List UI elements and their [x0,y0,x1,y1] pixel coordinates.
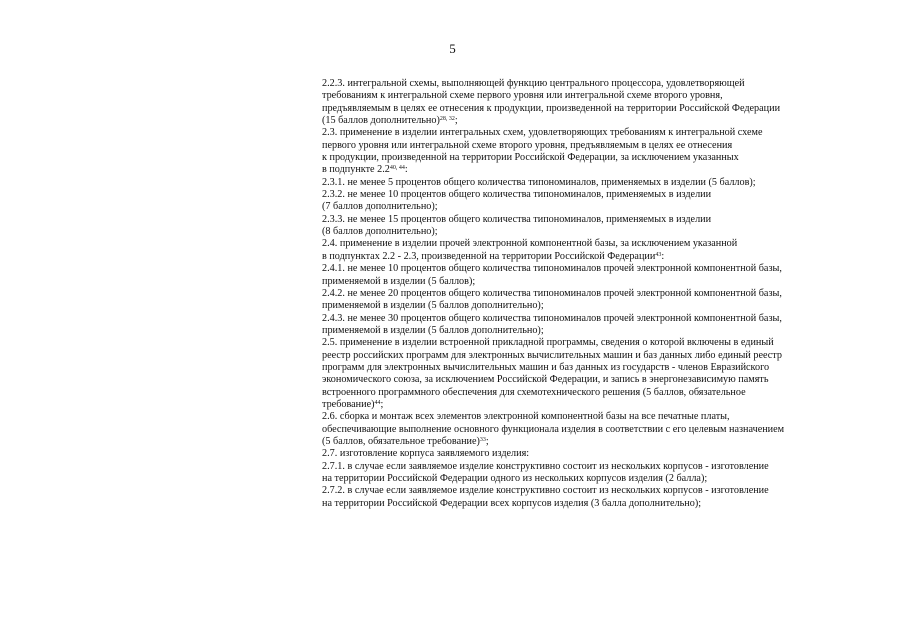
line-punctuation: ; [485,435,489,447]
line-text: 2.3.3. не менее 15 процентов общего количества типономиналов, применяемых в изделии [322,213,712,225]
text-line [322,300,867,312]
line-text: 2.4. применение в изделии прочей электронной компонентной базы, за исключением указанной [322,238,738,250]
line-text: требованиям к интегральной схеме первого уровня или интегральной схеме второго уровня, [322,90,723,102]
text-line [322,325,867,337]
text-line [322,177,867,189]
line-text: программ для электронных вычислительных машин и баз данных из государств - членов Евразийского [322,361,770,373]
line-text: 2.4.2. не менее 20 процентов общего количества типономиналов прочей электронной компонентной базы, [322,287,782,299]
line-text: 2.2.3. интегральной схемы, выполняющей функцию центрального процессора, удовлетворяющей [322,78,745,89]
line-text: 2.4.3. не менее 30 процентов общего количества типономиналов прочей электронной компонентной базы, [322,312,782,324]
line-text: первого уровня или интегральной схеме второго уровня, предъявляемым в целях ее отнесения [322,139,733,151]
line-text: реестр российских программ для электронных вычислительных машин и баз данных либо единый реестр [322,349,782,361]
text-line [322,288,867,300]
line-text: 2.7. изготовление корпуса заявляемого изделия: [322,448,530,460]
text-line [322,140,867,152]
text-line [322,127,867,139]
line-text: к продукции, произведенной на территории Российской Федерации, за исключением указанных [322,152,739,164]
line-text: 2.3. применение в изделии интегральных схем, удовлетворяющих требованиям к интегральной схеме [322,127,763,139]
text-line [322,152,867,164]
line-text: требование) [322,398,375,410]
text-line [322,399,867,411]
line-text: обеспечивающие выполнение основного функционала изделия в соответствии с его целевым назначением [322,423,785,435]
text-line [322,473,867,485]
text-line [322,214,867,226]
line-punctuation: ; [380,398,384,410]
line-text: применяемой в изделии (5 баллов); [322,275,476,287]
line-text: (7 баллов дополнительно); [322,201,438,213]
line-text: в подпунктах 2.2 - 2.3, произведенной на территории Российской Федерации [322,250,656,262]
text-line [322,263,867,275]
footnote-reference: 43 [655,251,662,258]
text-line [322,498,867,510]
line-text: встроенного программного обеспечения для схемотехнического решения (5 баллов, обязательное [322,386,746,398]
line-text: применяемой в изделии (5 баллов дополнительно); [322,324,544,336]
footnote-reference: 40, 44 [389,165,405,172]
text-line [322,276,867,288]
text-line [322,387,867,399]
text-line [322,115,867,127]
line-text: 2.7.1. в случае если заявляемое изделие конструктивно состоит из нескольких корпусов - изготовление [322,460,769,472]
line-punctuation: ; [454,115,458,127]
line-punctuation: : [404,164,408,176]
text-line [322,461,867,473]
line-text: на территории Российской Федерации одного из нескольких корпусов изделия (2 балла); [322,473,708,484]
line-text: 2.5. применение в изделии встроенной прикладной программы, сведения о которой включены в единый [322,337,774,349]
text-line [322,350,867,362]
text-line [322,424,867,436]
text-line [322,90,867,102]
footnote-reference: 28, 32 [439,116,455,123]
text-line [322,226,867,238]
text-line [322,337,867,349]
footnote-reference: 33 [479,436,486,443]
text-line [322,238,867,250]
line-text: 2.3.1. не менее 5 процентов общего количества типономиналов, применяемых в изделии (5 баллов); [322,176,756,188]
line-text: 2.6. сборка и монтаж всех элементов электронной компонентной базы на все печатные платы, [322,411,730,423]
line-text: предъявляемым в целях ее отнесения к продукции, произведенной на территории Российской Федерации [322,102,781,114]
line-punctuation: : [661,250,665,262]
text-line [322,313,867,325]
document-body [322,78,867,510]
text-line [322,189,867,201]
footnote-reference: 44 [374,399,381,406]
text-line [322,362,867,374]
text-line [322,448,867,460]
text-line [322,78,867,90]
page-number: 5 [449,41,456,56]
line-text: в подпункте 2.2 [322,164,390,176]
text-line [322,164,867,176]
text-line [322,103,867,115]
line-text: (15 баллов дополнительно) [322,115,440,127]
text-line [322,251,867,263]
line-text: 2.4.1. не менее 10 процентов общего количества типономиналов прочей электронной компонентной базы, [322,263,782,275]
text-line [322,485,867,497]
text-line [322,411,867,423]
line-text: на территории Российской Федерации всех корпусов изделия (3 балла дополнительно); [322,497,702,509]
text-line [322,374,867,386]
line-text: 2.3.2. не менее 10 процентов общего количества типономиналов, применяемых в изделии [322,189,712,201]
line-text: 2.7.2. в случае если заявляемое изделие конструктивно состоит из нескольких корпусов - изготовление [322,485,769,497]
line-text: (5 баллов, обязательное требование) [322,435,480,447]
line-text: (8 баллов дополнительно); [322,226,438,238]
text-line [322,201,867,213]
line-text: экономического союза, за исключением Российской Федерации, и запись в энергонезависимую память [322,374,769,386]
line-text: применяемой в изделии (5 баллов дополнительно); [322,300,544,312]
text-line [322,436,867,448]
